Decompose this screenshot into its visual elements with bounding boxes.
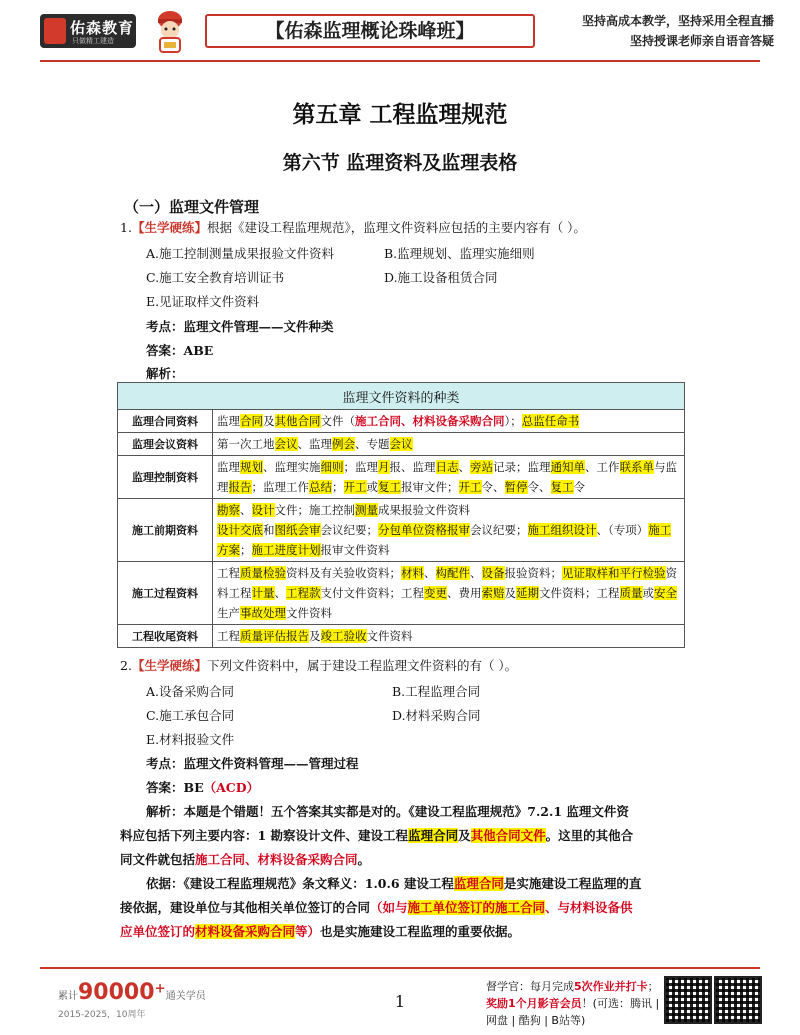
slogan-line-2: 坚持授课老师亲自语音答疑 <box>629 34 774 48</box>
highlight-span: 总结 <box>309 480 332 494</box>
row-category: 施工过程资料 <box>118 562 213 625</box>
q2-analysis-line-2 <box>120 824 633 848</box>
text-span: 、 <box>470 566 482 580</box>
highlight-span: 监理合同 <box>408 828 459 843</box>
highlight-span: 例会 <box>332 437 355 451</box>
q1-analysis-label: 解析： <box>146 366 184 381</box>
highlight-span: 构配件 <box>435 566 470 580</box>
text-span: 及 <box>309 629 321 643</box>
text-span: 。这里的其他合 <box>545 828 634 843</box>
text-span: 报、监理 <box>389 460 436 474</box>
text-span: 令、 <box>527 480 551 494</box>
highlight-span: 细则 <box>320 460 344 474</box>
text-span: 文件（ <box>320 414 355 428</box>
answer-value: ABE <box>183 343 214 358</box>
text-span: ； <box>332 480 344 494</box>
logo-mark-icon <box>44 18 66 44</box>
course-banner: 【佑森监理概论珠峰班】 <box>205 14 535 48</box>
table-row <box>118 625 685 648</box>
q1-option-e: E.见证取样文件资料 <box>146 294 260 309</box>
qr-code-icon <box>664 976 712 1024</box>
highlight-span: 分包单位资格报审 <box>378 523 470 537</box>
highlight-span: 勘察 <box>217 503 240 517</box>
table-row <box>118 456 685 499</box>
highlight-span: 复工 <box>550 480 574 494</box>
highlight-span: 会议 <box>389 437 413 451</box>
student-count: 90000 <box>78 980 155 1005</box>
q1-option-a: A.施工控制测量成果报验文件资料 <box>146 246 335 261</box>
text-span: 会议纪要； <box>320 523 378 537</box>
q2-answer <box>146 777 259 799</box>
row-description <box>213 499 685 562</box>
text-span: 接依据，建设单位与其他相关单位签订的合同 <box>120 900 371 915</box>
red-span: 、与材料设备供 <box>545 900 633 915</box>
logo-subtitle: 只做精工建造 <box>72 37 114 45</box>
table-body <box>118 410 685 648</box>
text-span: ；监理 <box>343 460 378 474</box>
row-category: 施工前期资料 <box>118 499 213 562</box>
red-span: 奖励1个月影音会员 <box>486 997 582 1010</box>
qr-code-icon <box>714 976 762 1024</box>
text-span: 报验资料； <box>504 566 562 580</box>
q2-option-c: C.施工承包合同 <box>146 708 235 723</box>
row-category: 监理控制资料 <box>118 456 213 499</box>
highlight-span: 月 <box>378 460 390 474</box>
text-span: 同文件就包括 <box>120 852 196 867</box>
highlight-span: 索赔 <box>481 586 505 600</box>
q1-answer <box>146 340 213 362</box>
text-span: 文件；施工控制 <box>274 503 355 517</box>
q2-kaodian <box>146 753 359 775</box>
highlight-span: 计量 <box>251 586 275 600</box>
red-span: 施工合同、材料设备采购合同 <box>355 414 505 428</box>
document-types-table <box>117 382 685 648</box>
mascot-icon <box>150 8 190 56</box>
highlight-span: 旁站 <box>470 460 493 474</box>
text-span: ；监理工作 <box>251 480 309 494</box>
text-span: 也是实施建设工程监理的重要依据。 <box>320 924 521 939</box>
text-span: 生产 <box>217 606 240 620</box>
text-span: 第一次工地 <box>217 437 275 451</box>
text-span: 及 <box>458 828 471 843</box>
highlight-span: 测量 <box>355 503 378 517</box>
kaodian-text: 监理文件管理——文件种类 <box>183 319 334 334</box>
highlight-span: 图纸会审 <box>274 523 321 537</box>
row-description <box>213 410 685 433</box>
answer-value: BE <box>183 780 204 795</box>
highlight-span: 联系单 <box>619 460 654 474</box>
q2-analysis-line-3 <box>120 848 370 872</box>
text-span: 、 <box>458 460 470 474</box>
red-span: 应单位签订的 <box>120 924 196 939</box>
highlight-span: 施工组织设计 <box>527 523 597 537</box>
highlight-span: 材料 <box>401 566 424 580</box>
row-category: 监理合同资料 <box>118 410 213 433</box>
answer-label: 答案： <box>146 780 184 795</box>
header-divider <box>40 60 760 62</box>
table-row <box>118 433 685 456</box>
q1-option-c: C.施工安全教育培训证书 <box>146 270 285 285</box>
highlight-span: 材料设备采购合同 <box>195 924 296 939</box>
question-stem: 下列文件资料中，属于建设工程监理文件资料的有（ ）。 <box>206 658 518 673</box>
kaodian-text: 监理文件资料管理——管理过程 <box>183 756 359 771</box>
highlight-span: 施工进度计划 <box>251 543 321 557</box>
highlight-span: 设计 <box>251 503 275 517</box>
text-span: 、工作 <box>585 460 620 474</box>
q2-option-b: B.工程监理合同 <box>392 684 481 699</box>
question-tag: 【生学硬练】 <box>131 658 207 673</box>
highlight-span: 质量评估报告 <box>240 629 309 643</box>
text-span: 文件资料 <box>286 606 332 620</box>
text-span: ）； <box>504 414 522 428</box>
text-span: ； <box>647 980 659 993</box>
text-span: 是实施建设工程监理的直 <box>503 876 642 891</box>
q1-option-d: D.施工设备租赁合同 <box>384 270 498 285</box>
highlight-span: 设计交底 <box>217 523 263 537</box>
red-span: （如与 <box>370 900 408 915</box>
text-span: 会议纪要； <box>470 523 528 537</box>
highlight-span: 合同 <box>240 414 263 428</box>
red-span: 5次作业并打卡 <box>574 980 648 993</box>
highlight-span: 会议 <box>274 437 298 451</box>
highlight-span: 设备 <box>481 566 505 580</box>
brand-logo <box>40 14 136 48</box>
question-1 <box>120 217 586 239</box>
highlight-span: 报告 <box>228 480 252 494</box>
answer-label: 答案： <box>146 343 184 358</box>
text-span: 成果报验文件资料 <box>378 503 470 517</box>
count-suffix: 通关学员 <box>165 991 206 1002</box>
row-description <box>213 562 685 625</box>
text-span: 、费用 <box>447 586 482 600</box>
highlight-span: 其他合同文件 <box>470 828 546 843</box>
question-number: 1. <box>120 220 132 235</box>
text-span: 文件资料 <box>366 629 413 643</box>
text-span: 资料工程 <box>217 566 677 600</box>
highlight-span: 开工 <box>458 480 482 494</box>
highlight-span: 施工单位签订的施工合同 <box>407 900 546 915</box>
answer-extra: （ACD） <box>203 780 260 795</box>
table-title: 监理文件资料的种类 <box>118 383 685 410</box>
question-tag: 【生学硬练】 <box>131 220 207 235</box>
kaodian-label: 考点： <box>146 319 184 334</box>
question-2 <box>120 655 517 677</box>
promo-line-2 <box>486 995 664 1012</box>
sub-heading: （一）监理文件管理 <box>124 198 260 216</box>
highlight-span: 见证取样和平行检验 <box>562 566 666 580</box>
text-span: 、 <box>240 503 252 517</box>
q2-basis-line-3 <box>120 920 520 944</box>
highlight-span: 工程款 <box>286 586 321 600</box>
highlight-span: 竣工验收 <box>320 629 367 643</box>
text-span: 、 <box>424 566 436 580</box>
text-span: 、（专项） <box>596 523 649 537</box>
footer-divider <box>40 967 760 969</box>
table-header-row <box>118 383 685 410</box>
table-row <box>118 410 685 433</box>
highlight-span: 施工方案 <box>217 523 672 557</box>
text-span: 文件资料；工程 <box>539 586 620 600</box>
red-span: 施工合同、材料设备采购合同 <box>195 852 358 867</box>
text-span: 令 <box>573 480 585 494</box>
text-span: 督学官：每月完成 <box>486 980 574 993</box>
question-number: 2. <box>120 658 132 673</box>
highlight-span: 总监任命书 <box>521 414 580 428</box>
red-span: 等） <box>295 924 321 939</box>
text-span: 或 <box>366 480 378 494</box>
q2-basis-line-1 <box>146 872 641 896</box>
promo-line-3: 网盘 | 酷狗 | B站等) <box>486 1014 586 1027</box>
text-span: ！(可选：腾讯 | <box>581 997 660 1010</box>
highlight-span: 质量 <box>619 586 643 600</box>
text-span: 与监理 <box>217 460 677 494</box>
text-span: 监理 <box>217 460 240 474</box>
question-stem: 根据《建设工程监理规范》，监理文件资料应包括的主要内容有（ ）。 <box>206 220 586 235</box>
text-span: 报审文件资料 <box>320 543 390 557</box>
text-span: 和 <box>263 523 275 537</box>
text-span: 工程 <box>217 566 240 580</box>
row-category: 工程收尾资料 <box>118 625 213 648</box>
text-span: 、监理 <box>297 437 332 451</box>
highlight-span: 复工 <box>378 480 401 494</box>
text-span: ； <box>240 543 252 557</box>
table-row <box>118 499 685 562</box>
highlight-span: 监理合同 <box>453 876 504 891</box>
table-row <box>118 562 685 625</box>
section-title: 第六节 监理资料及监理表格 <box>282 152 518 174</box>
logo-text: 佑森教育 <box>70 19 135 37</box>
q2-analysis-line-1: 解析：本题是个错题！五个答案其实都是对的。《建设工程监理规范》7.2.1 监理文件资 <box>146 804 629 819</box>
text-span: 、 <box>274 586 286 600</box>
q1-option-b: B.监理规划、监理实施细则 <box>384 246 535 261</box>
count-prefix: 累计 <box>58 991 78 1002</box>
highlight-span: 日志 <box>435 460 459 474</box>
text-span: 或 <box>642 586 654 600</box>
footer-promo <box>486 978 664 1029</box>
page-header <box>0 0 800 70</box>
text-span: 料应包括下列主要内容：1 勘察设计文件、建设工程 <box>120 828 409 843</box>
text-span: 记录；监理 <box>493 460 551 474</box>
text-span: 及 <box>263 414 275 428</box>
highlight-span: 通知单 <box>550 460 585 474</box>
row-description <box>213 625 685 648</box>
text-span: 工程 <box>217 629 240 643</box>
kaodian-label: 考点： <box>146 756 184 771</box>
text-span: 令、 <box>481 480 505 494</box>
q2-basis-line-2 <box>120 896 633 920</box>
text-span: 监理 <box>217 414 240 428</box>
q1-kaodian <box>146 316 334 338</box>
page-number: 1 <box>394 992 406 1011</box>
highlight-span: 安全 <box>654 586 677 600</box>
text-span: 及 <box>504 586 516 600</box>
q2-option-d: D.材料采购合同 <box>392 708 481 723</box>
text-span: 支付文件资料；工程 <box>320 586 424 600</box>
text-span: 、专题 <box>355 437 390 451</box>
highlight-span: 延期 <box>516 586 539 600</box>
years-text: 2015-2025，10周年 <box>58 1010 146 1020</box>
q2-option-e: E.材料报验文件 <box>146 732 235 747</box>
text-span: 。 <box>357 852 371 867</box>
q2-option-a: A.设备采购合同 <box>146 684 235 699</box>
highlight-span: 开工 <box>343 480 367 494</box>
chapter-title: 第五章 工程监理规范 <box>292 102 508 128</box>
count-plus: + <box>154 981 166 997</box>
slogan-line-1: 坚持高成本教学，坚持采用全程直播 <box>581 14 774 28</box>
row-description <box>213 456 685 499</box>
highlight-span: 变更 <box>424 586 447 600</box>
highlight-span: 规划 <box>240 460 263 474</box>
highlight-span: 暂停 <box>504 480 528 494</box>
text-span: 、监理实施 <box>263 460 321 474</box>
highlight-span: 事故处理 <box>240 606 286 620</box>
promo-line-1 <box>486 978 664 995</box>
text-span: 资料及有关验收资料； <box>286 566 401 580</box>
highlight-span: 其他合同 <box>274 414 321 428</box>
text-span: 依据：《建设工程监理规范》条文释义：1.0.6 建设工程 <box>146 876 454 891</box>
highlight-span: 质量检验 <box>240 566 286 580</box>
text-span: 报审文件； <box>401 480 459 494</box>
row-category: 监理会议资料 <box>118 433 213 456</box>
row-description <box>213 433 685 456</box>
